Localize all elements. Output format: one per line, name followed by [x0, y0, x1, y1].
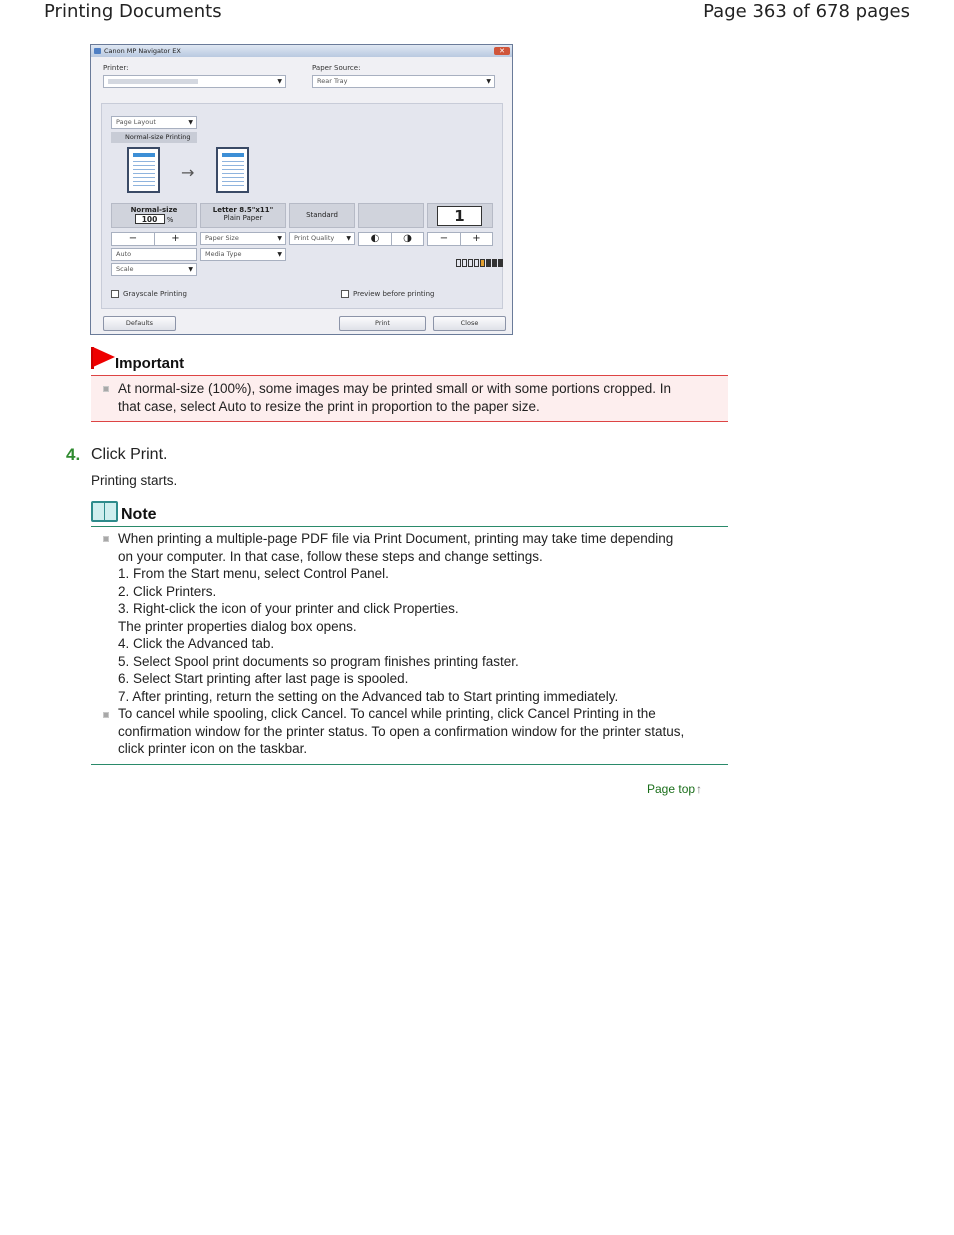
important-title: Important: [115, 355, 185, 372]
size-heading: Normal-size: [130, 206, 178, 214]
density-cell: [358, 203, 424, 228]
paper-size-select[interactable]: [200, 232, 286, 245]
paper-source-select[interactable]: [312, 75, 495, 88]
important-box: [91, 375, 728, 422]
normal-size-tab[interactable]: Normal-size Printing: [111, 132, 197, 143]
note-line: 5. Select Spool print documents so program finishes printing faster.: [118, 653, 519, 669]
chevron-down-icon: ▼: [277, 78, 282, 85]
printer-label: Printer:: [103, 64, 129, 72]
note-heading: [91, 501, 728, 527]
auto-value: Auto: [116, 250, 132, 258]
dialog-body: [91, 57, 512, 334]
paper-size-value: Paper Size: [205, 234, 239, 242]
note-line: 7. After printing, return the setting on the Advanced tab to Start printing immediately.: [118, 688, 619, 704]
chevron-down-icon: ▼: [277, 235, 282, 242]
close-button[interactable]: Close: [433, 316, 506, 331]
note-line: confirmation window for the printer status. To open a confirmation window for the printer status,: [118, 723, 685, 739]
print-dialog-screenshot: [90, 44, 513, 335]
page-header: [0, 0, 954, 26]
printer-select[interactable]: [103, 75, 286, 88]
note-line: 4. Click the Advanced tab.: [118, 636, 275, 651]
paper-source-value: Rear Tray: [317, 77, 348, 85]
page-number: Page 363 of 678 pages: [703, 1, 910, 22]
step-text: Click Print.: [91, 446, 168, 463]
grayscale-label: Grayscale Printing: [123, 290, 187, 298]
bullet-icon: [103, 386, 109, 392]
flag-icon: [93, 347, 115, 367]
paper-media: Plain Paper: [223, 214, 263, 222]
size-unit: %: [166, 216, 174, 224]
page-layout-value: Page Layout: [116, 118, 156, 126]
grayscale-checkbox[interactable]: [111, 290, 119, 298]
note-title: Note: [121, 506, 157, 523]
paper-heading: Letter 8.5"x11": [212, 206, 274, 214]
note-line: 2. Click Printers.: [118, 583, 217, 599]
plus-icon[interactable]: +: [460, 233, 492, 245]
preview-checkbox[interactable]: [341, 290, 349, 298]
copies-stepper[interactable]: [427, 232, 493, 246]
size-input[interactable]: 100: [135, 214, 165, 224]
size-stepper[interactable]: [111, 232, 197, 246]
arrow-up-icon[interactable]: ↑: [696, 782, 703, 796]
dialog-title: Canon MP Navigator EX: [104, 47, 181, 55]
size-cell: [111, 203, 197, 228]
settings-panel: [101, 103, 503, 309]
auto-option[interactable]: [111, 248, 197, 261]
bullet-icon: [103, 712, 109, 718]
book-icon: [91, 501, 118, 522]
quality-value: Standard: [306, 211, 338, 219]
page-layout-select[interactable]: [111, 116, 197, 129]
document-title: Printing Documents: [44, 1, 222, 22]
note-line: The printer properties dialog box opens.: [118, 618, 357, 634]
note-line: To cancel while spooling, click Cancel. To cancel while printing, click Cancel Printing in the: [118, 706, 656, 721]
defaults-button[interactable]: Defaults: [103, 316, 176, 331]
density-stepper[interactable]: [358, 232, 424, 246]
important-line-1: At normal-size (100%), some images may be printed small or with some portions cropped. In: [118, 381, 671, 396]
note-line: click printer icon on the taskbar.: [118, 741, 308, 756]
app-icon: [94, 48, 101, 54]
note-line: When printing a multiple-page PDF file via Print Document, printing may take time depending: [118, 531, 674, 546]
note-line: 3. Right-click the icon of your printer and click Properties.: [118, 601, 459, 616]
close-icon[interactable]: ✕: [494, 47, 510, 55]
print-quality-value: Print Quality: [294, 234, 335, 242]
printer-name-blurred: [108, 79, 198, 84]
arrow-right-icon: →: [181, 163, 195, 182]
paper-source-label: Paper Source:: [312, 64, 361, 72]
media-type-select[interactable]: [200, 248, 286, 261]
note-line: 6. Select Start printing after last page is spooled.: [118, 671, 409, 686]
note-item-1: [118, 530, 718, 705]
chevron-down-icon: ▼: [188, 266, 193, 273]
step-number: 4.: [66, 445, 81, 464]
minus-icon[interactable]: −: [128, 233, 138, 244]
minus-icon[interactable]: −: [439, 233, 449, 244]
note-line: 1. From the Start menu, select Control Panel.: [118, 566, 389, 581]
darker-icon[interactable]: ◑: [391, 233, 423, 245]
page-top-label[interactable]: Page top: [647, 782, 696, 796]
dialog-titlebar: [91, 45, 512, 57]
paper-cell: [200, 203, 286, 228]
chevron-down-icon: ▼: [188, 119, 193, 126]
chevron-down-icon: ▼: [346, 235, 351, 242]
lighter-icon[interactable]: ◐: [370, 233, 380, 244]
scale-select[interactable]: [111, 263, 197, 276]
quality-cell: [289, 203, 355, 228]
chevron-down-icon: ▼: [486, 78, 491, 85]
scale-value: Scale: [116, 265, 134, 273]
bullet-icon: [103, 536, 109, 542]
plus-icon[interactable]: +: [154, 233, 196, 245]
note-item-2: [118, 705, 718, 758]
print-button[interactable]: Print: [339, 316, 426, 331]
page-top-link[interactable]: [647, 782, 702, 796]
paper-icon: [216, 147, 249, 193]
step-description: Printing starts.: [91, 473, 178, 488]
important-line-2: that case, select Auto to resize the print in proportion to the paper size.: [118, 399, 540, 414]
note-line: on your computer. In that case, follow these steps and change settings.: [118, 548, 543, 564]
preview-label: Preview before printing: [353, 290, 435, 298]
note-body: [91, 527, 728, 765]
document-icon: [127, 147, 160, 193]
chevron-down-icon: ▼: [277, 251, 282, 258]
print-quality-select[interactable]: [289, 232, 355, 245]
media-type-value: Media Type: [205, 250, 242, 258]
copies-input[interactable]: 1: [437, 206, 482, 226]
